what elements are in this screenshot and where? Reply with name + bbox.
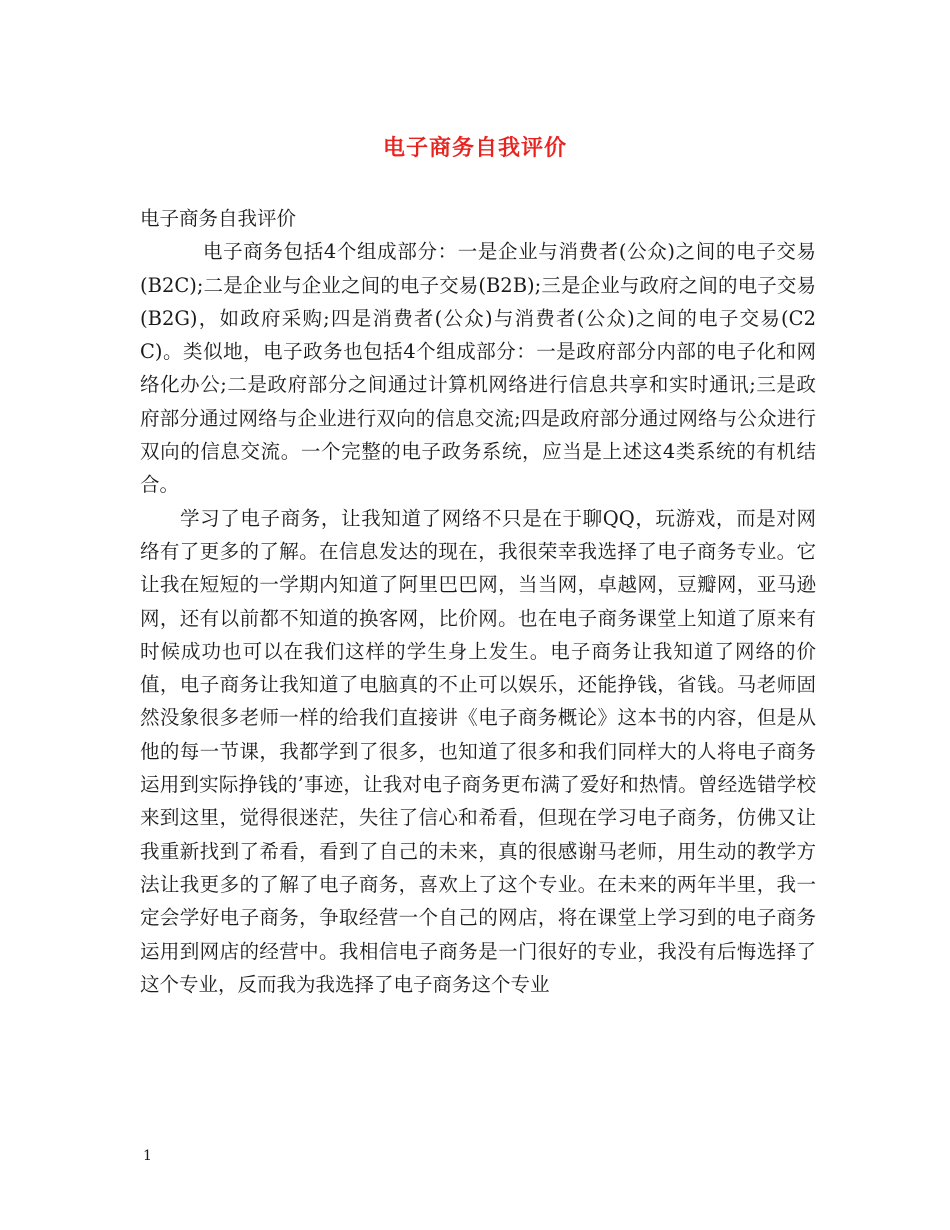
document-subtitle: 电子商务自我评价 — [140, 207, 297, 230]
document-body — [140, 202, 816, 1001]
document-title: 电子商务自我评价 — [382, 135, 567, 161]
paragraph-1: 电子商务包括4个组成部分：一是企业与消费者(公众)之间的电子交易(B2C);二是企业与企业之间的电子交易(B2B);三是企业与政府之间的电子交易(B2G)，如政府采购;四是消费者(公众)与消费者(公众)之间的电子交易(C2C)。类似地，电子政务也包括4个组成部分：一是政府部分内部的电子化和网络化办公;二是政府部分之间通过计算机网络进行信息共享和实时通讯;三是政府部分通过网络与企业进行双向的信息交流;四是政府部分通过网络与公众进行双向的信息交流。一个完整的电子政务系统，应当是上述这4类系统的有机结合。 — [140, 240, 816, 497]
page-number: 1 — [143, 1148, 152, 1164]
paragraph-2: 学习了电子商务，让我知道了网络不只是在于聊QQ，玩游戏，而是对网络有了更多的了解。在信息发达的现在，我很荣幸我选择了电子商务专业。它让我在短短的一学期内知道了阿里巴巴网，当当网，卓越网，豆瓣网，亚马逊网，还有以前都不知道的换客网，比价网。也在电子商务课堂上知道了原来有时候成功也可以在我们这样的学生身上发生。电子商务让我知道了网络的价值，电子商务让我知道了电脑真的不止可以娱乐，还能挣钱，省钱。马老师固然没象很多老师一样的给我们直接讲《电子商务概论》这本书的内容，但是从他的每一节课，我都学到了很多，也知道了很多和我们同样大的人将电子商务运用到实际挣钱的’事迹，让我对电子商务更布满了爱好和热情。曾经选错学校来到这里，觉得很迷茫，失往了信心和希看，但现在学习电子商务，仿佛又让我重新找到了希看，看到了自己的未来，真的很感谢马老师，用生动的教学方法让我更多的了解了电子商务，喜欢上了这个专业。在未来的两年半里，我一定会学好电子商务，争取经营一个自己的网店，将在课堂上学习到的电子商务运用到网店的经营中。我相信电子商务是一门很好的专业，我没有后悔选择了这个专业，反而我为我选择了电子商务这个专业 — [140, 506, 816, 996]
